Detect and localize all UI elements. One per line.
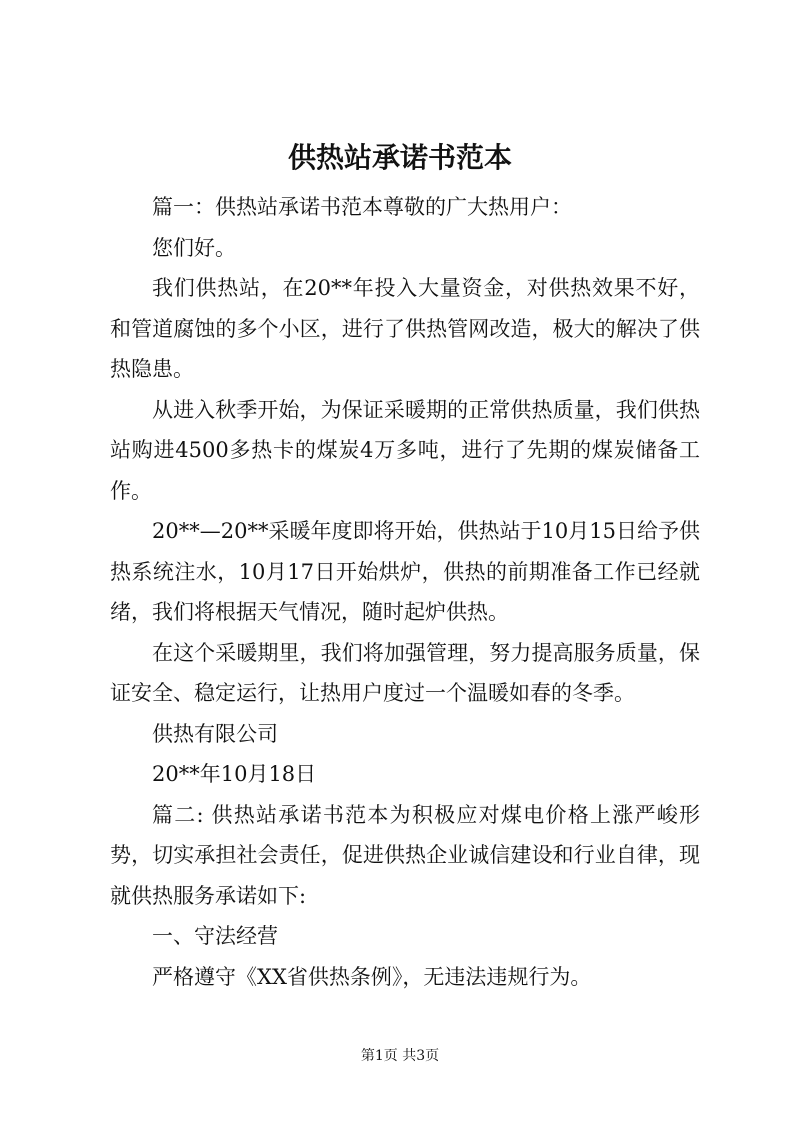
paragraph-greeting: 篇一：供热站承诺书范本尊敬的广大热用户： [152,195,572,219]
paragraph-commitment: 在这个采暖期里，我们将加强管理，努力提高服务质量，保证安全、稳定运行，让热用户度过一个温暖如春的冬季。 [110,640,700,705]
paragraph-salutation: 您们好。 [152,235,236,260]
paragraph-section-heading: 一、守法经营 [152,924,278,948]
paragraph-company: 供热有限公司 [152,721,278,746]
page-number: 第1页 共3页 [360,1048,440,1064]
paragraph-schedule: 20**—20**采暖年度即将开始，供热站于10月15日给予供热系统注水，10月17日开始烘炉，供热的前期准备工作已经就绪，我们将根据天气情况，随时起炉供热。 [110,519,700,624]
paragraph-date: 20**年10月18日 [152,762,317,786]
paragraph-investment: 我们供热站，在20**年投入大量资金，对供热效果不好，和管道腐蚀的多个小区，进行了供热管网改造，极大的解决了供热隐患。 [110,276,700,381]
paragraph-regulation: 严格遵守《XX省供热条例》，无违法违规行为。 [152,964,592,989]
paragraph-coal-reserve: 从进入秋季开始，为保证采暖期的正常供热质量，我们供热站购进4500多热卡的煤炭4万多吨，进行了先期的煤炭储备工作。 [110,397,700,503]
document-title: 供热站承诺书范本 [287,141,512,174]
document-body [110,187,700,997]
paragraph-part-two: 篇二: 供热站承诺书范本为积极应对煤电价格上涨严峻形势，切实承担社会责任，促进供热企业诚信建设和行业自律，现就供热服务承诺如下: [110,802,700,908]
